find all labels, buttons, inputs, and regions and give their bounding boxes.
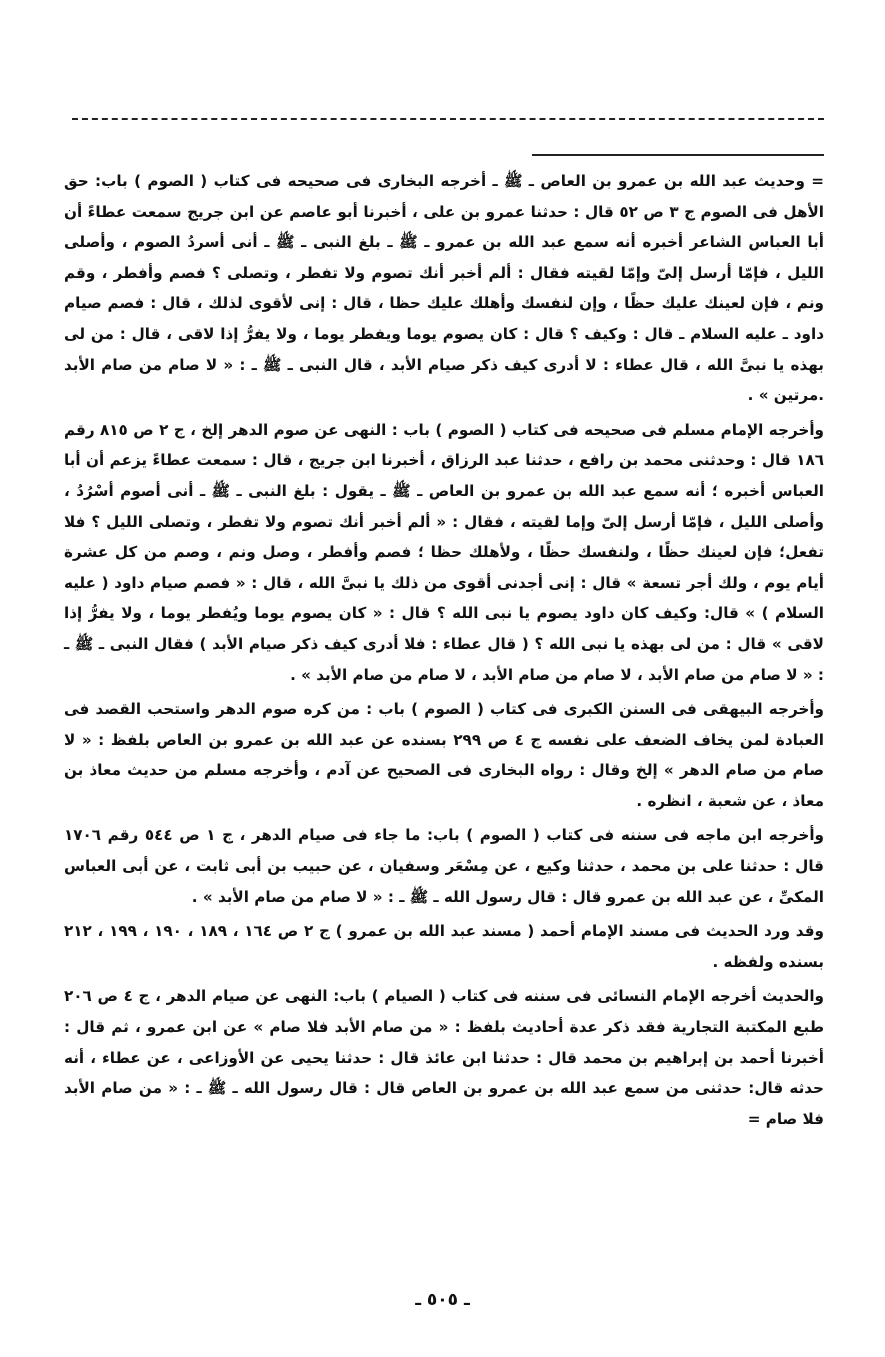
footnote-paragraph-bukhari: = وحديث عبد الله بن عمرو بن العاص ـ ﷺ ـ أخرجه البخارى فى صحيحه فى كتاب ( الصوم ) باب: حق الأهل فى الصوم ج ٣ ص ٥٢ قال : حدثنا عمرو بن على ، أخبرنا أبو عاصم عن ابن جريج سمعت عطاءً أن أبا العباس الشاعر أخبره أنه سمع عبد الله بن عمرو ـ ﷺ ـ بلغ النبى ـ ﷺ ـ أنى أسردُ الصوم ، وأصلى الليل ، فإمّا أرسل إلىّ وإمّا لقيته فقال : ألم أخبر أنك تصوم ولا تفطر ، وتصلى ؟ فصم وأفطر ، وقم ونم ، فإن لعينك عليك حظًا ، وإن لنفسك وأهلك عليك حظا ، قال : إنى لأقوى لذلك ، قال : فصم صيام داود ـ عليه السلام ـ قال : وكيف ؟ قال : كان يصوم يوما ويفطر يوما ، ولا يفرُّ إذا لاقى ، قال : من لى بهذه يا نبىَّ الله ، قال عطاء : لا أدرى كيف ذكر صيام الأبد ، قال النبى ـ ﷺ ـ : « لا صام من صام الأبد .مرتين » .	[64, 172, 824, 405]
footnote-paragraph-ibn-majah: وأخرجه ابن ماجه فى سننه فى كتاب ( الصوم ) باب: ما جاء فى صيام الدهر ، ج ١ ص ٥٤٤ رقم ١٧٠٦ قال : حدثنا على بن محمد ، حدثنا وكيع ، عن مِسْعَر وسفيان ، عن حبيب بن أبى ثابت ، عن أبى العباس المكىِّ ، عن عبد الله بن عمرو قال : قال رسول الله ـ ﷺ ـ : « لا صام من صام الأبد » .	[64, 826, 824, 906]
footnote-paragraph-bayhaqi: وأخرجه البيهقى فى السنن الكبرى فى كتاب ( الصوم ) باب : من كره صوم الدهر واستحب القصد فى العبادة لمن يخاف الضعف على نفسه ج ٤ ص ٢٩٩ بسنده عن عبد الله بن عمرو بن العاص بلفظ : « لا صام من صام الدهر » إلخ وقال : رواه البخارى فى الصحيح عن آدم ، وأخرجه مسلم من حديث معاذ بن معاذ ، عن شعبة ، انظره .	[64, 700, 825, 810]
footnote-paragraph-nasai: والحديث أخرجه الإمام النسائى فى سننه فى كتاب ( الصيام ) باب: النهى عن صيام الدهر ، ج ٤ ص ٢٠٦ طبع المكتبة التجارية فقد ذكر عدة أحاديث بلفظ : « من صام الأبد فلا صام » عن ابن عمرو ، ثم قال : أخبرنا أحمد بن إبراهيم بن محمد قال : حدثنا ابن عائذ قال : حدثنا يحيى عن الأوزاعى ، عن عطاء ، أنه حدثه قال: حدثنى من سمع عبد الله بن عمرو بن العاص قال : قال رسول الله ـ ﷺ ـ : « من صام الأبد فلا صام =	[64, 987, 824, 1128]
footnotes-block	[64, 166, 824, 1138]
page-number: ـ ٥٠٥ ـ	[415, 1290, 470, 1310]
footnote-separator-rule	[532, 154, 824, 156]
top-dashed-rule	[72, 118, 824, 120]
footnote-paragraph-muslim: وأخرجه الإمام مسلم فى صحيحه فى كتاب ( الصوم ) باب : النهى عن صوم الدهر إلخ ، ج ٢ ص ٨١٥ رقم ١٨٦ قال : وحدثنى محمد بن رافع ، حدثنا عبد الرزاق ، أخبرنا ابن جريج ، قال : سمعت عطاءً يزعم أن أبا العباس أخبره ؛ أنه سمع عبد الله بن عمرو بن العاص ـ ﷺ ـ يقول : بلغ النبى ـ ﷺ ـ أنى أصوم أسْرُدُ ، وأصلى الليل ، فإمّا أرسل إلىّ وإما لقيته ، فقال : « ألم أخبر أنك تصوم ولا تفطر ، وتصلى الليل ؟ فلا تفعل؛ فإن لعينك حظًا ، ولنفسك حظًا ، ولأهلك حظا ؛ فصم وأفطر ، وصل ونم ، وصم من كل عشرة أيام يوم ، ولك أجر تسعة » قال : إنى أجدنى أقوى من ذلك يا نبىَّ الله ، قال : « فصم صيام داود ( عليه السلام ) » قال: وكيف كان داود يصوم يا نبى الله ؟ قال : « كان يصوم يوما ويُفطر يوما ، ولا يفرُّ إذا لاقى » قال : من لى بهذه يا نبى الله ؟ ( قال عطاء : فلا أدرى كيف ذكر صيام الأبد ) فقال النبى ـ ﷺ ـ : « لا صام من صام الأبد ، لا صام من صام الأبد ، لا صام من صام الأبد » .	[64, 420, 824, 684]
footnote-paragraph-ahmad: وقد ورد الحديث فى مسند الإمام أحمد ( مسند عبد الله بن عمرو ) ج ٢ ص ١٦٤ ، ١٨٩ ، ١٩٠ ، ١٩٩ ، ٢١٢ بسنده ولفظه .	[64, 922, 824, 971]
